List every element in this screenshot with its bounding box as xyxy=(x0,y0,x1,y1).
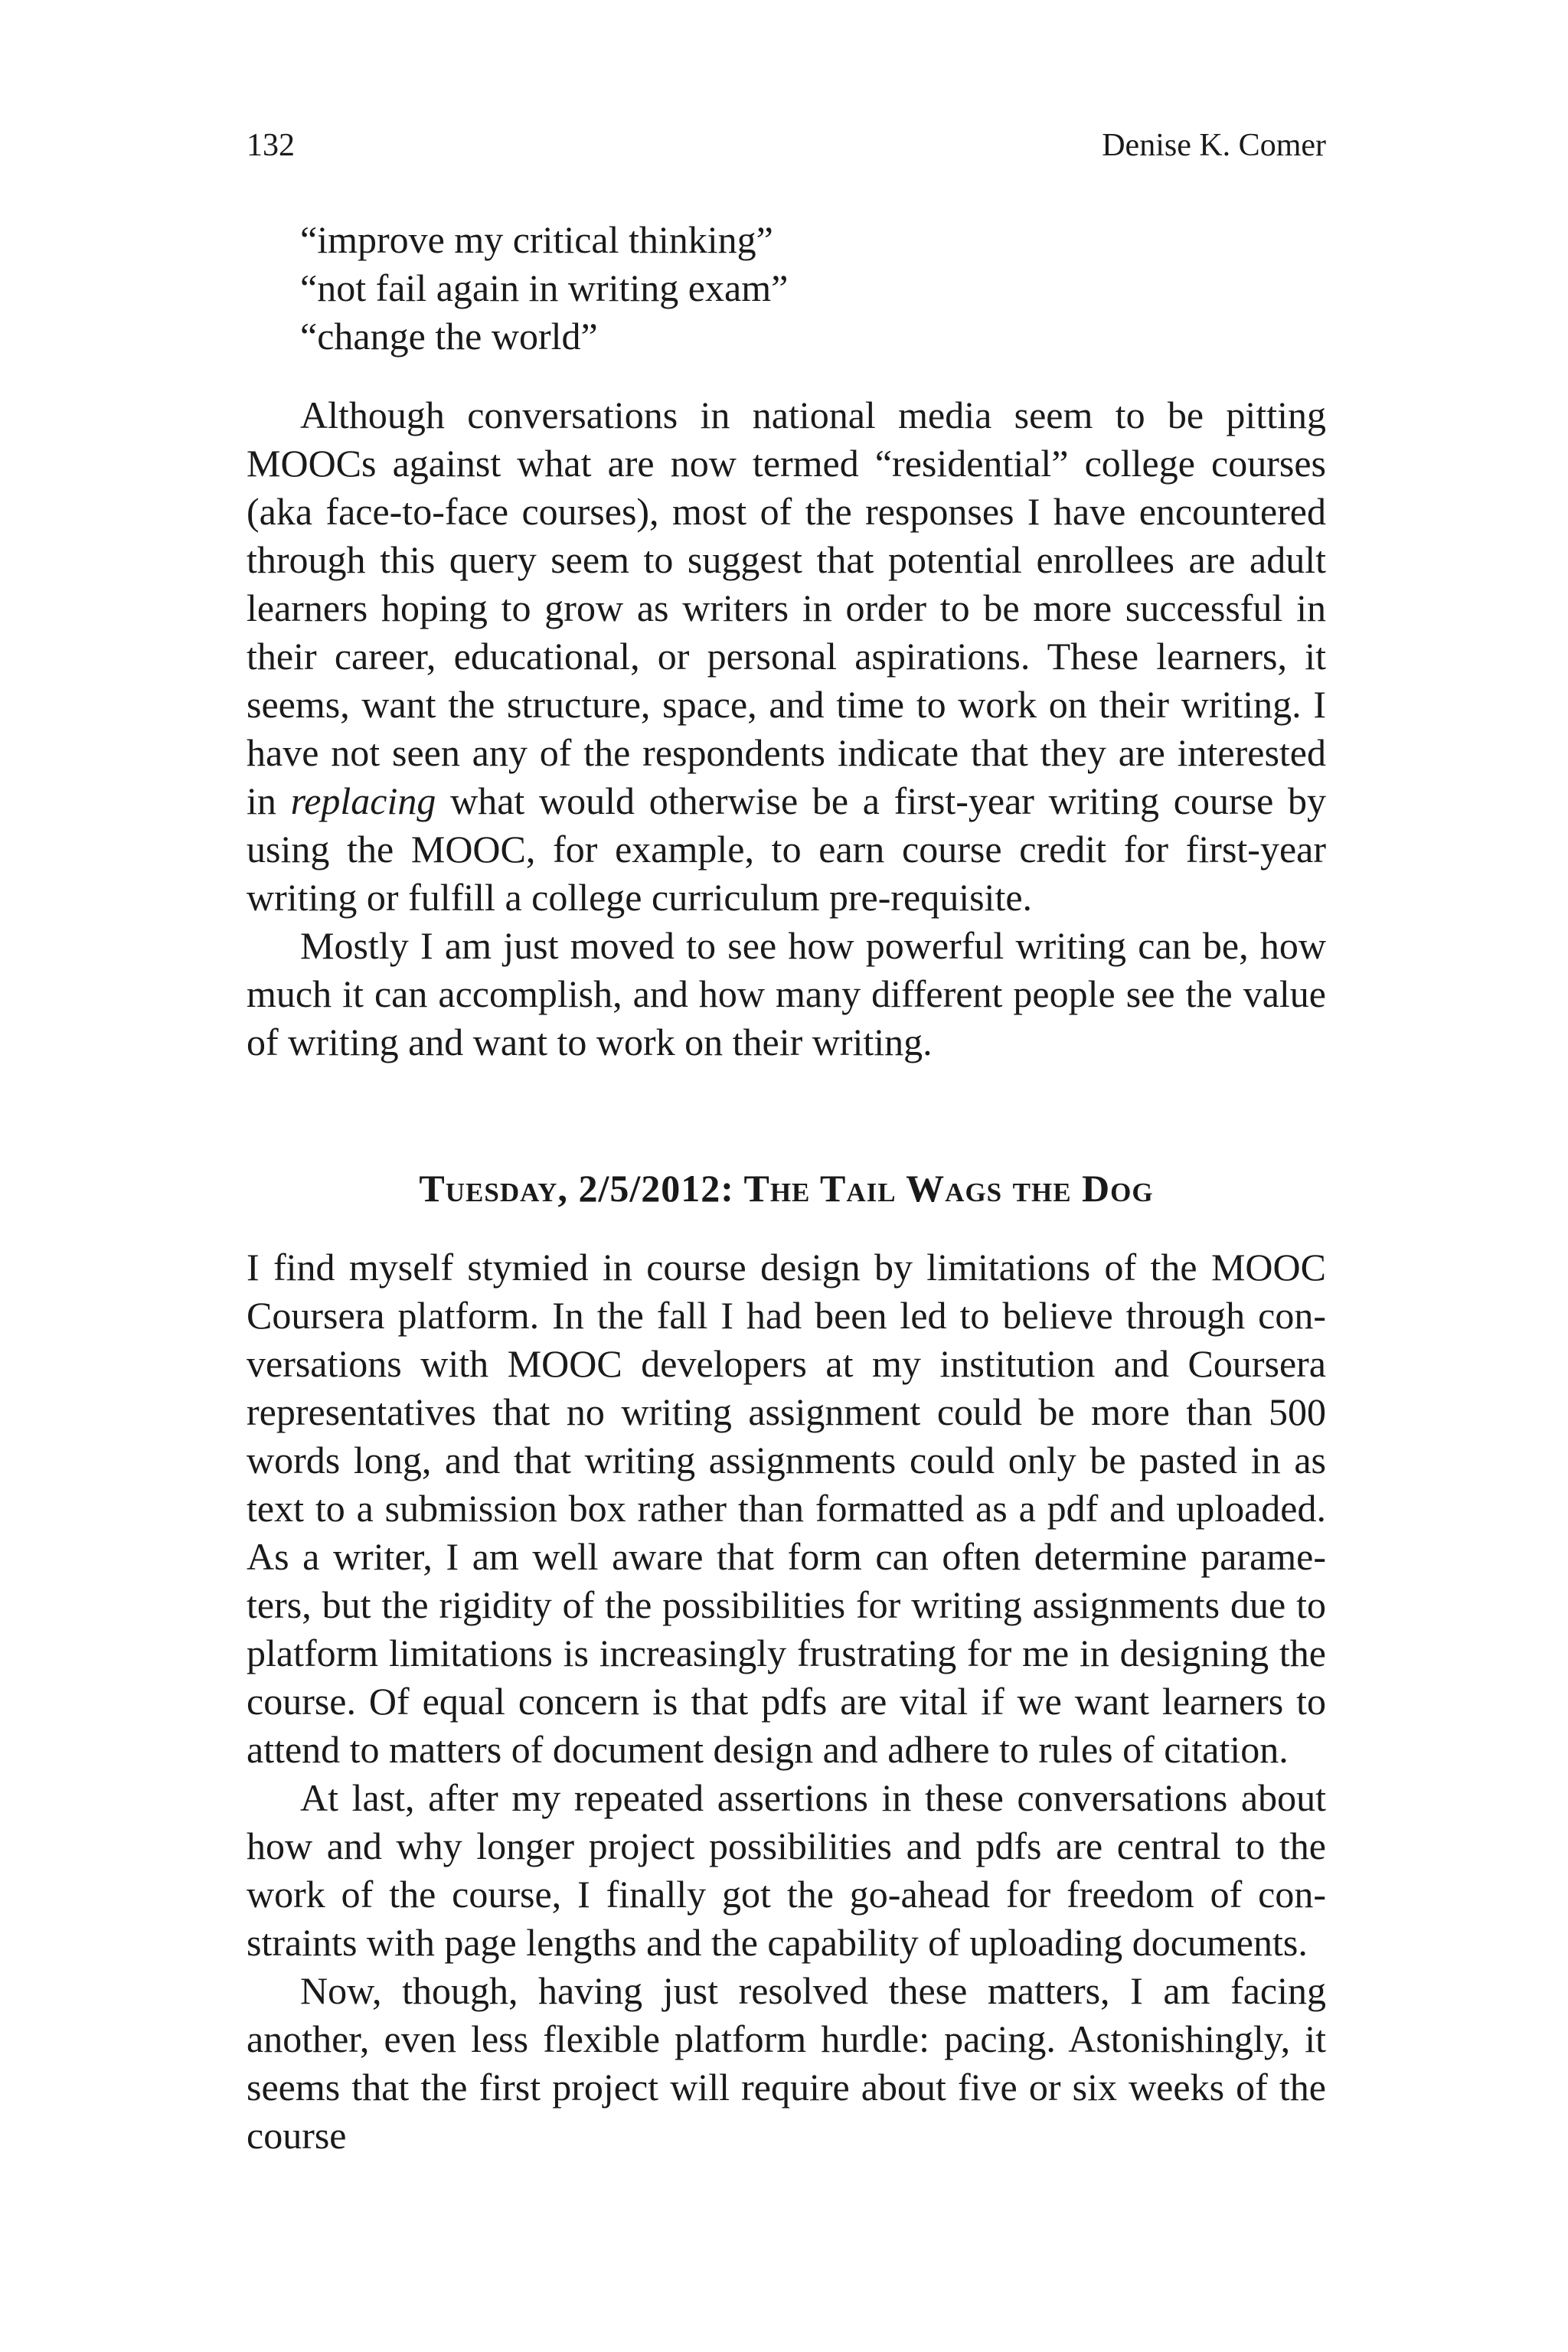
quote-line: “improve my critical thinking” xyxy=(300,218,773,261)
quote-line: “change the world” xyxy=(300,315,598,358)
paragraph: Now, though, having just resolved these matters, I am facing another, even less flexible platform hurdle: pacing. Astonishingly, it seems that the first project will require about five or six weeks of the course xyxy=(247,1969,1326,2157)
paragraph: Mostly I am just moved to see how powerful writing can be, how much it can accomplish, and how many different people see the value of writing and want to work on their writing. xyxy=(247,924,1326,1063)
emphasized-word: replacing xyxy=(290,779,436,822)
paragraph: I find myself stymied in course design by limitations of the MOOC Coursera platform. In the fall I had been led to believe through conversations with MOOC developers at my institution and Coursera representatives that no writing assignment could be more than 500 words long, and that writing assignments could only be pasted in as text to a submission box rather than formatted as a pdf and uploaded. As a writer, I am well aware that form can often determine parameters, but the rigidity of the possibilities for writing assignments due to platform limitations is increasingly frustrating for me in designing the course. Of equal concern is that pdfs are vital if we want learners to attend to matters of document design and adhere to rules of citation. xyxy=(247,1246,1326,1771)
quote-line: “not fail again in writing exam” xyxy=(300,266,789,309)
running-head xyxy=(247,122,1326,168)
section-heading: Tuesday, 2/5/2012: The Tail Wags the Dog xyxy=(419,1167,1154,1210)
paragraph-text: what would otherwise be a first-year writing course by using the MOOC, for example, to earn course credit for first-year writing or fulfill a college curriculum pre-requisite. xyxy=(247,779,1326,919)
body-text xyxy=(247,216,1326,2160)
paragraph-text: Although conversations in national media seem to be pitting MOOCs against what are now termed “residential” college courses (aka face-to-face courses), most of the responses I have encountered through this query seem to suggest that potential enrollees are adult learners hoping to grow as writers in order to be more successful in their career, educational, or personal aspirations. These learners, it seems, want the structure, space, and time to work on their writing. I have not seen any of the respondents indicate that they are interested in xyxy=(247,394,1326,822)
running-head-author: Denise K. Comer xyxy=(1102,128,1326,163)
quoted-responses xyxy=(300,216,1326,361)
paragraph: At last, after my repeated assertions in these conversations about how and why longer project possibilities and pdfs are central to the work of the course, I finally got the go-ahead for freedom of constraints with page lengths and the capability of uploading documents. xyxy=(247,1776,1326,1964)
paragraph xyxy=(247,391,1326,922)
page-number: 132 xyxy=(247,128,295,163)
